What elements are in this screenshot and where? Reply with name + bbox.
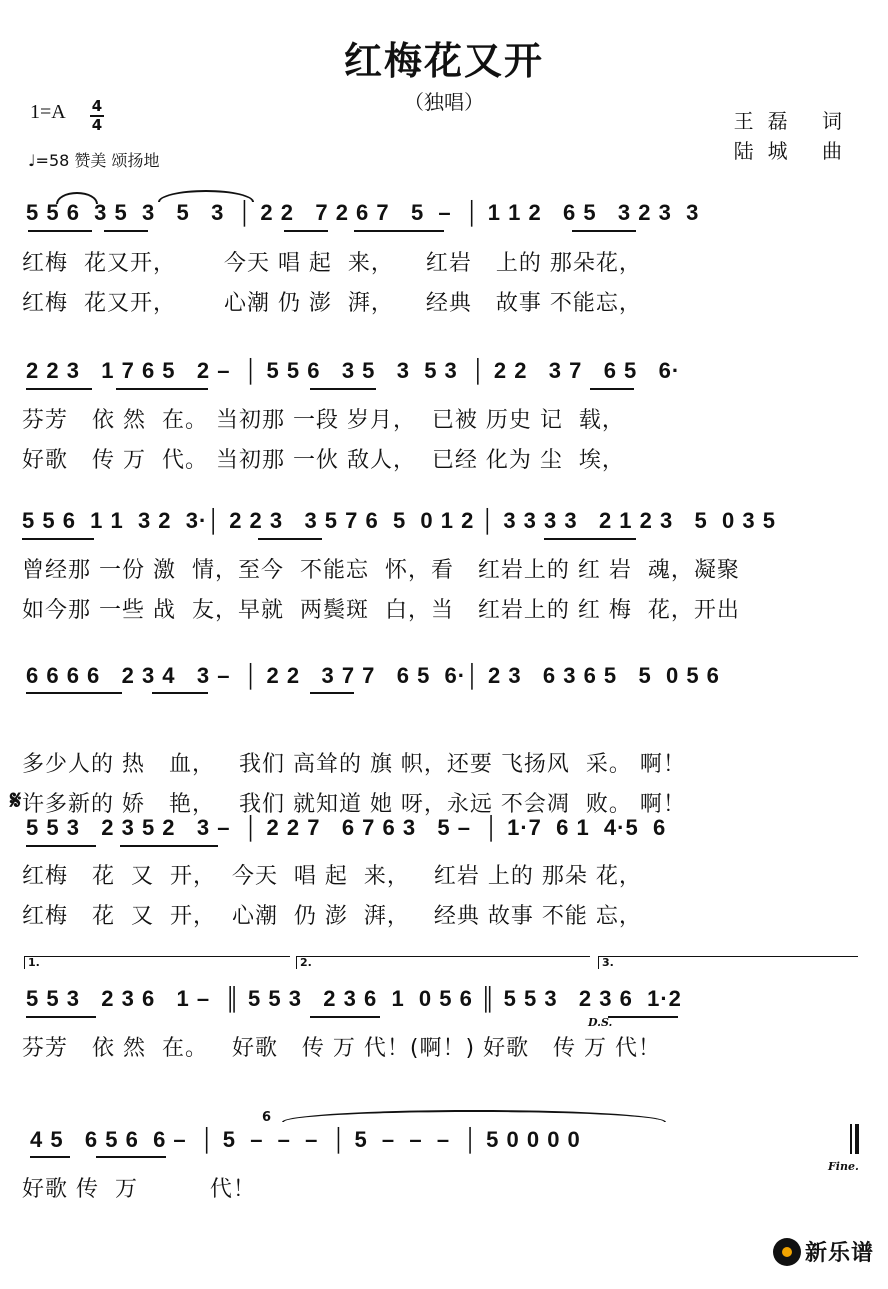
beam xyxy=(310,1016,380,1018)
notes-system-7: 4 5 6 5 6 6 – │ 5 – – – │ 5 – – – │ 5 0 0 0 0 xyxy=(30,1127,581,1152)
lyrics-system-4-verse-2: 许多新的 娇 艳， 我们 就知道 她 呀，永远 不会凋 败。 啊！ xyxy=(22,792,686,817)
lyrics-system-2-verse-1: 芬芳 依 然 在。 当初那 一段 岁月， 已被 历史 记 载， xyxy=(22,408,625,433)
time-signature: 4 4 xyxy=(91,97,103,134)
lyrics-system-5-verse-2: 红梅 花 又 开， 心潮 仍 澎 湃， 经典 故事 不能 忘， xyxy=(22,904,642,929)
beam xyxy=(120,845,218,847)
beam xyxy=(26,692,122,694)
beam xyxy=(284,230,328,232)
beam xyxy=(22,538,94,540)
site-logo xyxy=(773,1236,874,1267)
song-title: 红梅花又开 xyxy=(343,39,544,83)
beam xyxy=(152,692,208,694)
lyrics-system-3-verse-1: 曾经那 一份 激 情，至今 不能忘 怀，看 红岩上的 红 岩 魂，凝聚 xyxy=(22,558,740,583)
lyrics-system-7: 好歌 传 万 代！ xyxy=(22,1177,256,1202)
lyrics-system-2-verse-2: 好歌 传 万 代。 当初那 一伙 敌人， 已经 化为 尘 埃， xyxy=(22,448,625,473)
lyrics-system-1-verse-1: 红梅 花又开， 今天 唱 起 来， 红岩 上的 那朵花， xyxy=(22,251,642,276)
fine-marking: Fine. xyxy=(828,1160,859,1173)
beam xyxy=(30,1156,70,1158)
notes-system-4: 6 6 6 6 2 3 4 3 – │ 2 2 3 7 7 6 5 6·│ 2 3 6 3 6 5 5 0 5 6 xyxy=(26,663,720,688)
tempo-marking: ♩=58 赞美 颂扬地 xyxy=(28,151,160,170)
lyrics-system-1-verse-2: 红梅 花又开， 心潮 仍 澎 湃， 经典 故事 不能忘， xyxy=(22,291,642,316)
beam xyxy=(310,692,354,694)
segno-sign: 𝄋 xyxy=(10,786,22,816)
beam xyxy=(258,538,322,540)
beam xyxy=(572,230,636,232)
credits xyxy=(734,106,856,166)
lyrics-system-6: 芬芳 依 然 在。 好歌 传 万 代！(啊！) 好歌 传 万 代！ xyxy=(22,1036,662,1061)
grace-note: 6 xyxy=(262,1110,272,1125)
lyrics-system-4-verse-1: 多少人的 热 血， 我们 高耸的 旗 帜，还要 飞扬风 采。 啊！ xyxy=(22,752,686,777)
beam xyxy=(26,1016,96,1018)
lyrics-system-3-verse-2: 如今那 一些 战 友，早就 两鬓斑 白，当 红岩上的 红 梅 花，开出 xyxy=(22,598,740,623)
lyricist: 王磊 词 xyxy=(733,109,856,133)
slur xyxy=(158,190,254,202)
beam xyxy=(608,1016,678,1018)
notes-system-6: 5 5 3 2 3 6 1 – ║ 5 5 3 2 3 6 1 0 5 6 ║ 5 5 3 2 3 6 1·2 xyxy=(26,986,682,1011)
beam xyxy=(590,388,634,390)
notes-system-2: 2 2 3 1 7 6 5 2 – │ 5 5 6 3 5 3 5 3 │ 2 2 3 7 6 5 6· xyxy=(26,358,681,383)
volta-bracket-2: 2. xyxy=(296,956,590,969)
volta-bracket-1: 1. xyxy=(24,956,290,969)
dal-segno-marking: D.S. xyxy=(588,1016,613,1029)
final-barline xyxy=(850,1124,859,1154)
beam xyxy=(354,230,444,232)
beam xyxy=(104,230,148,232)
beam xyxy=(26,845,96,847)
beam xyxy=(544,538,636,540)
tie xyxy=(282,1110,666,1122)
composer: 陆城 曲 xyxy=(733,139,856,163)
logo-text: 新乐谱 xyxy=(804,1241,874,1266)
lyrics-system-5-verse-1: 红梅 花 又 开， 今天 唱 起 来， 红岩 上的 那朵 花， xyxy=(22,864,642,889)
key-signature: 1=A xyxy=(30,101,66,123)
beam xyxy=(96,1156,166,1158)
volta-bracket-3: 3. xyxy=(598,956,858,969)
notes-system-1: 5 5 6 3 5 3 5 3 │ 2 2 7 2 6 7 5 – │ 1 1 2 6 5 3 2 3 3 xyxy=(26,200,700,225)
notes-system-5: 5 5 3 2 3 5 2 3 – │ 2 2 7 6 7 6 3 5 – │ 1·7 6 1 4·5 6 xyxy=(26,815,667,840)
beam xyxy=(116,388,208,390)
beam xyxy=(310,388,376,390)
beam xyxy=(28,230,92,232)
record-disc-icon xyxy=(773,1238,801,1266)
beam xyxy=(26,388,92,390)
slur xyxy=(56,192,98,204)
notes-system-3: 5 5 6 1 1 3 2 3·│ 2 2 3 3 5 7 6 5 0 1 2 │ 3 3 3 3 2 1 2 3 5 0 3 5 xyxy=(22,508,776,533)
performance-type: （独唱） xyxy=(404,90,484,114)
